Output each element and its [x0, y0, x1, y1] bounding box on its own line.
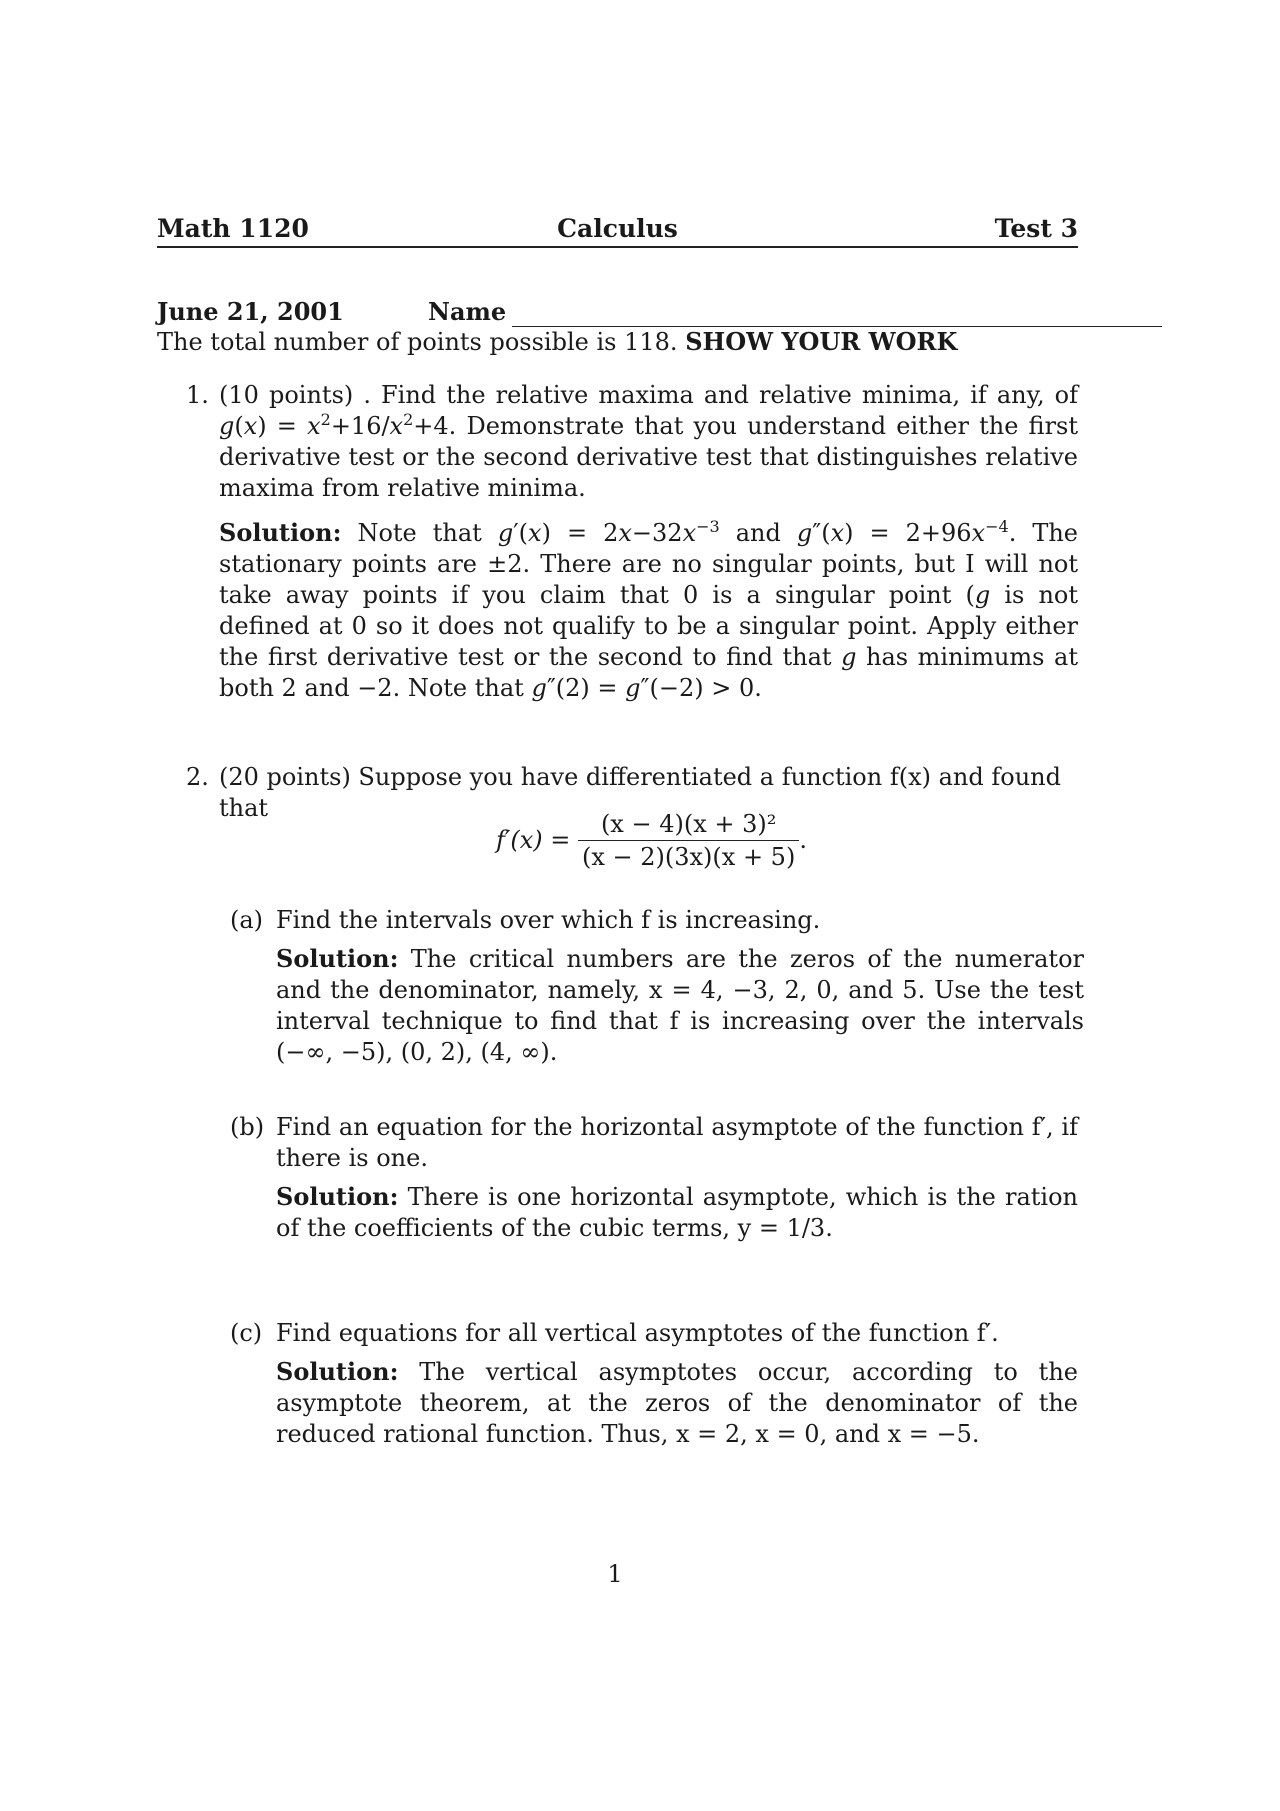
- points-statement: [157, 326, 1087, 358]
- test-date: June 21, 2001: [157, 297, 344, 326]
- q2b-prompt: Find an equation for the horizontal asymptote of the function f′, if there is one.: [276, 1113, 1078, 1172]
- q2b-solution: Solution: There is one horizontal asymptote, which is the ration of the coefficients of the cubic terms, y = 1/3.: [276, 1182, 1078, 1242]
- q2-number: 2.: [186, 763, 209, 791]
- q2a-prompt: Find the intervals over which f is increasing.: [276, 906, 821, 934]
- formula-lhs: f′(x) =: [496, 826, 571, 854]
- q2-formula: f′(x) = $\frac{\text{(x − 4)(x + 3)²}}{(x - 2)(3x)(x + 5)}$ .: [496, 810, 807, 871]
- show-work-instruction: SHOW YOUR WORK: [685, 327, 958, 356]
- q2a-solution: Solution: The critical numbers are the zeros of the numerator and the denominator, namely, x = 4, −3, 2, 0, and 5. Use the test interval technique to find that f is increasing over the intervals (−∞, −5), (0, 2), (4, ∞).: [276, 944, 1084, 1066]
- formula-numerator: (x − 4)(x + 3)²: [578, 808, 799, 841]
- formula-fraction: [578, 808, 799, 873]
- page-header: [157, 210, 1078, 248]
- subject-title: Calculus: [557, 214, 678, 243]
- page-number: 1: [607, 1560, 623, 1588]
- q2c-label: (c): [230, 1319, 263, 1347]
- name-label: Name: [428, 297, 507, 326]
- formula-denominator: (x − 2)(3x)(x + 5): [581, 843, 796, 871]
- points-text: The total number of points possible is 118.: [157, 328, 678, 356]
- q2c-solution: Solution: The vertical asymptotes occur, according to the asymptote theorem, at the zeros of the denominator of the reduced rational function. Thus, x = 2, x = 0, and x = −5.: [276, 1357, 1078, 1448]
- q2b-label: (b): [230, 1113, 265, 1141]
- course-title: Math 1120: [157, 214, 309, 243]
- q1-number: 1.: [186, 381, 209, 409]
- info-row: [157, 296, 1078, 330]
- q1-prompt: (10 points) . Find the relative maxima and relative minima, if any, of $g(x) = x^2+16/x^2+4$. Demonstrate that you understand either the first derivative test or the second derivative test that distinguishes relative maxima from relative minima.: [219, 381, 1079, 502]
- q1-solution-label: Solution:: [219, 518, 342, 547]
- q2c-prompt: Find equations for all vertical asymptotes of the function f′.: [276, 1319, 999, 1347]
- test-title: Test 3: [994, 214, 1078, 243]
- q2-prompt: (20 points) Suppose you have differentiated a function f(x) and found that: [219, 763, 1061, 822]
- q2a-label: (a): [230, 906, 264, 934]
- q1-solution: Solution: Note that $g'(x) = 2x-32x^{-3}$ and $g''(x) = 2+96x^{-4}$. The stationary points are ±2. There are no singular points, but I will not take away points if you claim that 0 is a singular point (g is not defined at 0 so it does not qualify to be a singular point. Apply either the first derivative test or the second to find that g has minimums at both 2 and −2. Note that g″(2) = g″(−2) > 0.: [219, 517, 1078, 702]
